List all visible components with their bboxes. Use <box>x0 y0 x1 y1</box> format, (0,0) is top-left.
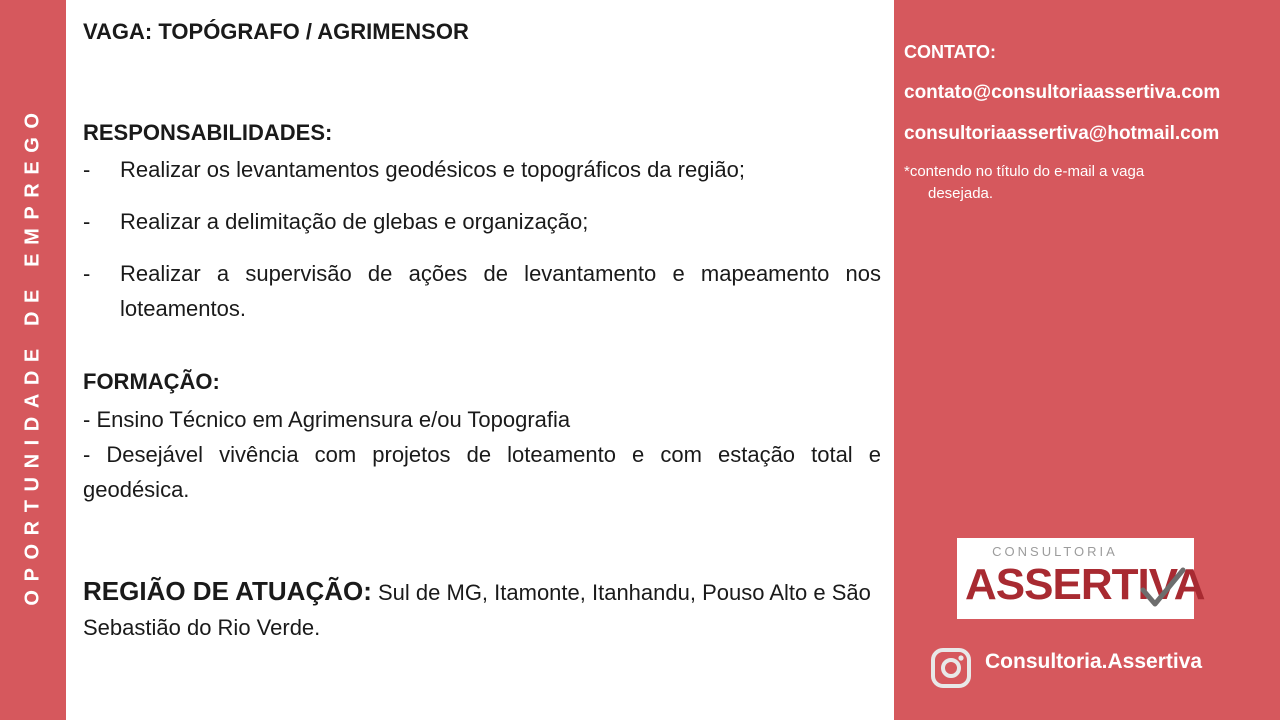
education-line: - Ensino Técnico em Agrimensura e/ou Topografia <box>83 407 571 432</box>
region-label: REGIÃO DE ATUAÇÃO: <box>83 576 372 606</box>
job-title: VAGA: TOPÓGRAFO / AGRIMENSOR <box>83 19 469 44</box>
region-text: Sul de MG, Itamonte, Itanhandu, Pouso Alto e São Sebastião do Rio Verde. <box>83 580 871 640</box>
list-item-text: Realizar a supervisão de ações de levantamento e mapeamento nos loteamentos. <box>120 261 881 321</box>
region-paragraph <box>83 574 881 645</box>
left-accent-band <box>0 0 66 720</box>
checkmark-icon <box>1137 564 1187 608</box>
list-item <box>83 152 881 187</box>
contact-email-2[interactable]: consultoriaassertiva@hotmail.com <box>904 123 1220 144</box>
education-title: FORMAÇÃO: <box>83 369 220 394</box>
contact-email-1[interactable]: contato@consultoriaassertiva.com <box>904 82 1221 103</box>
instagram-icon[interactable] <box>930 647 972 689</box>
instagram-handle[interactable]: Consultoria.Assertiva <box>985 650 1203 673</box>
contact-note <box>904 161 1234 205</box>
list-item-text: Realizar a delimitação de glebas e organização; <box>120 209 589 234</box>
contact-note-line: *contendo no título do e-mail a vaga <box>904 163 1145 180</box>
logo-top-text: CONSULTORIA <box>992 544 1118 559</box>
contact-title: CONTATO: <box>904 42 996 62</box>
job-description <box>83 0 881 720</box>
responsibilities-title: RESPONSABILIDADES: <box>83 120 333 145</box>
list-item <box>83 204 881 239</box>
education-line: - Desejável vivência com projetos de loteamento e com estação total e geodésica. <box>83 442 881 502</box>
list-item-text: Realizar os levantamentos geodésicos e topográficos da região; <box>120 157 745 182</box>
list-dash: - <box>83 261 91 286</box>
list-dash: - <box>83 157 91 182</box>
list-item <box>83 256 881 326</box>
logo-main-text: ASSERTIVA <box>965 560 1205 609</box>
list-dash: - <box>83 209 91 234</box>
contact-panel <box>894 0 1280 720</box>
company-logo <box>957 538 1205 619</box>
contact-note-line: desejada. <box>928 185 994 202</box>
side-label: OPORTUNIDADE DE EMPREGO <box>21 104 44 606</box>
